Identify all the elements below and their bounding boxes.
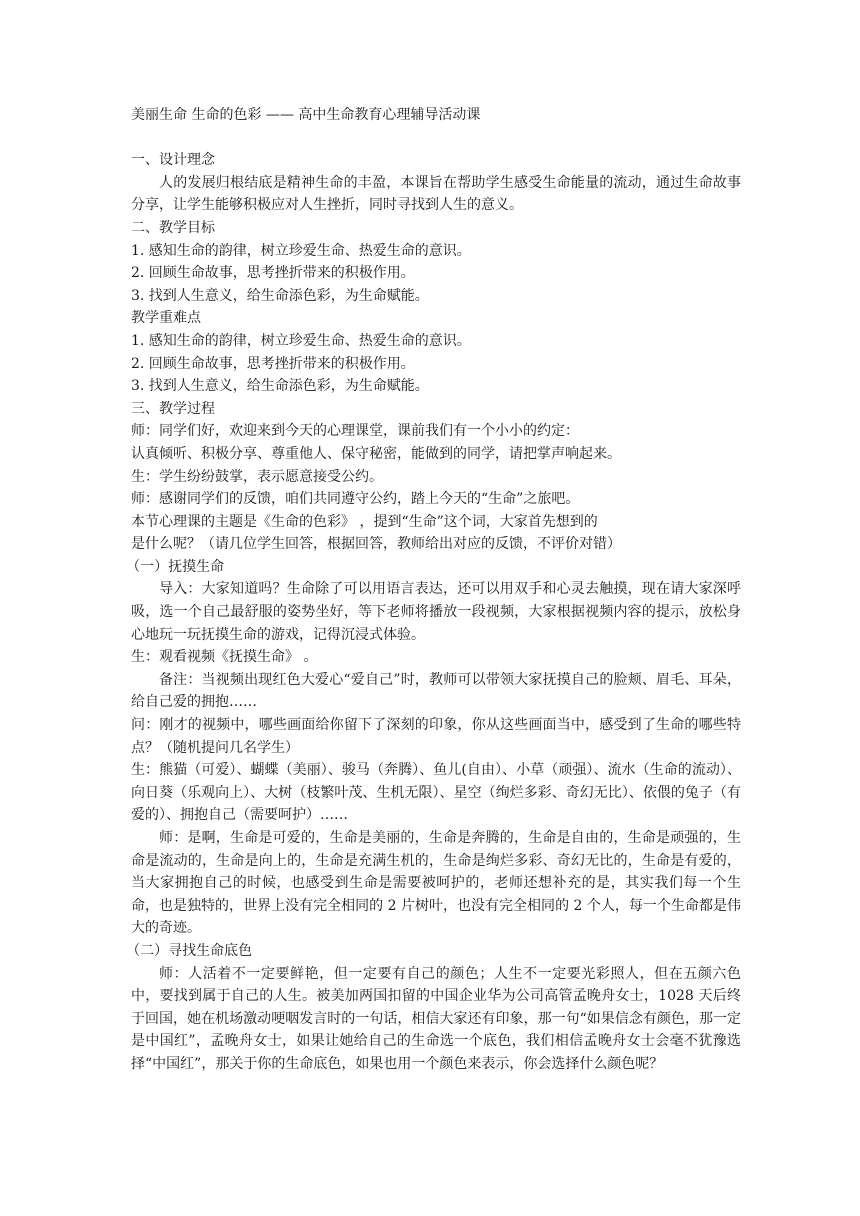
process-line: 是什么呢？（请几位学生回答，根据回答，教师给出对应的反馈，不评价对错）: [131, 536, 621, 553]
process-line: 生：学生纷纷鼓掌，表示愿意接受公约。: [131, 468, 383, 485]
section-heading-goals: 二、教学目标: [131, 219, 215, 236]
blank-line: [131, 127, 741, 150]
subsection-heading-touch-life: （一）抚摸生命: [126, 558, 225, 575]
touch-life-note: 备注：当视频出现红色大爱心“爱自己”时，教师可以带领大家抚摸自己的脸颊、眉毛、耳朵，给自己爱的拥抱……: [131, 671, 741, 711]
process-line: 认真倾听、积极分享、尊重他人、保守秘密，能做到的同学，请把掌声响起来。: [131, 445, 621, 462]
process-line: 本节心理课的主题是《生命的色彩》 ，提到“生命”这个词，大家首先想到的: [131, 513, 598, 530]
section-heading-key-points: 教学重难点: [131, 310, 201, 327]
key-point-item: 1. 感知生命的韵律，树立珍爱生命、热爱生命的意识。: [131, 332, 471, 349]
process-line: 师：同学们好，欢迎来到今天的心理课堂，课前我们有一个小小的约定：: [131, 423, 579, 440]
design-concept-text: 人的发展归根结底是精神生命的丰盈，本课旨在帮助学生感受生命能量的流动，通过生命故事分享，让学生能够积极应对人生挫折，同时寻找到人生的意义。: [131, 174, 741, 214]
touch-life-question: 问：刚才的视频中，哪些画面给你留下了深刻的印象，你从这些画面当中，感受到了生命的哪些特点？（随机提问几名学生）: [131, 717, 741, 756]
goal-item: 2. 回顾生命故事，思考挫折带来的积极作用。: [131, 265, 415, 282]
key-point-item: 3. 找到人生意义，给生命添色彩，为生命赋能。: [131, 378, 429, 395]
process-line: 师：感谢同学们的反馈，咱们共同遵守公约，踏上今天的“生命”之旅吧。: [131, 491, 580, 508]
goal-item: 3. 找到人生意义，给生命添色彩，为生命赋能。: [131, 287, 429, 304]
section-heading-design: 一、设计理念: [131, 152, 215, 169]
touch-life-intro: 导入：大家知道吗？生命除了可以用语言表达，还可以用双手和心灵去触摸，现在请大家深呼吸，选一个自己最舒服的姿势坐好，等下老师将播放一段视频，大家根据视频内容的提示，放松身心地玩一玩抚摸生命的游戏，记得沉浸式体验。: [131, 581, 741, 643]
goal-item: 1. 感知生命的韵律，树立珍爱生命、热爱生命的意识。: [131, 242, 471, 259]
document-title: 美丽生命 生命的色彩 —— 高中生命教育心理辅导活动课: [131, 107, 481, 123]
touch-life-summary: 师：是啊，生命是可爱的，生命是美丽的，生命是奔腾的，生命是自由的，生命是顽强的，生命是流动的，生命是向上的，生命是充满生机的，生命是绚烂多彩、奇幻无比的，生命是有爱的，当大家拥抱自己的时候，也感受到生命是需要被呵护的，老师还想补充的是，其实我们每一个生命，也是独特的，世界上没有完全相同的 2 片树叶，也没有完全相同的 2 个人，每一个生命都是伟大的奇迹。: [131, 830, 741, 937]
key-point-item: 2. 回顾生命故事，思考挫折带来的积极作用。: [131, 355, 415, 372]
section-heading-process: 三、教学过程: [131, 400, 215, 417]
touch-life-answer: 生：熊猫（可爱）、蝴蝶（美丽）、骏马（奔腾）、鱼儿(自由）、小草（顽强）、流水（生命的流动）、向日葵（乐观向上）、大树（枝繁叶茂、生机无限）、星空（绚烂多彩、奇幻无比）、依偎的兔子（有爱的）、拥抱自己（需要呵护）……: [131, 762, 741, 824]
life-color-text: 师：人活着不一定要鲜艳，但一定要有自己的颜色；人生不一定要光彩照人，但在五颜六色中，要找到属于自己的人生。被美加两国扣留的中国企业华为公司高管孟晚舟女士，1028 天后终于回国，她在机场激动哽咽发言时的一句话，相信大家还有印象，那一句“如果信念有颜色，那一定是中国红”，孟晚舟女士，如果让她给自己的生命选一个底色，我们相信孟晚舟女士会毫不犹豫选择“中国红”，那关于你的生命底色，如果也用一个颜色来表示，你会选择什么颜色呢？: [131, 965, 741, 1072]
subsection-heading-life-color: （二）寻找生命底色: [126, 942, 253, 959]
touch-life-video: 生：观看视频《抚摸生命》 。: [131, 649, 318, 666]
document-body: [126, 104, 741, 1076]
